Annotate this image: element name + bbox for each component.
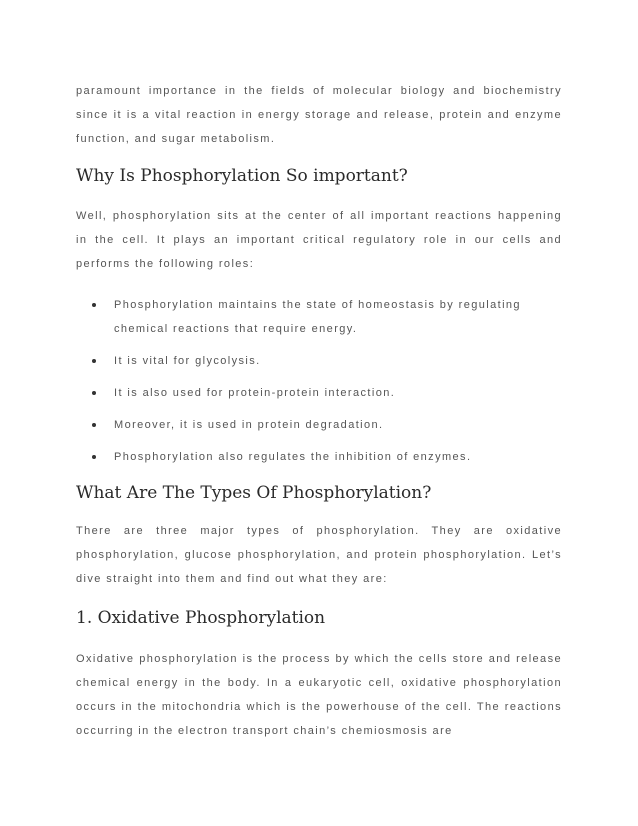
list-item bbox=[76, 381, 536, 405]
paragraph-why-important: Well, phosphorylation sits at the center of all important reactions happening in the cell. It plays an important critical regulatory role in our cells and performs the following roles: bbox=[76, 210, 562, 270]
heading-types: What Are The Types Of Phosphorylation? bbox=[76, 483, 432, 503]
list-item bbox=[76, 413, 536, 437]
list-item-text: It is also used for protein-protein interaction. bbox=[114, 387, 396, 399]
heading-oxidative: 1. Oxidative Phosphorylation bbox=[76, 608, 326, 628]
list-item-text: It is vital for glycolysis. bbox=[114, 355, 261, 367]
bullet-icon bbox=[92, 391, 96, 395]
bullet-icon bbox=[92, 455, 96, 459]
list-item-text: Moreover, it is used in protein degradation. bbox=[114, 419, 384, 431]
list-item-text: Phosphorylation maintains the state of homeostasis by regulating chemical reactions that require energy. bbox=[114, 299, 521, 335]
paragraph-oxidative: Oxidative phosphorylation is the process by which the cells store and release chemical energy in the body. In a eukaryotic cell, oxidative phosphorylation occurs in the mitochondria which is the powerhouse of the cell. The reactions occurring in the electron transport chain’s chemiosmosis are bbox=[76, 653, 562, 737]
bullet-icon bbox=[92, 359, 96, 363]
bullet-icon bbox=[92, 303, 96, 307]
list-item bbox=[76, 445, 536, 469]
intro-paragraph: paramount importance in the fields of molecular biology and biochemistry since it is a vital reaction in energy storage and release, protein and enzyme function, and sugar metabolism. bbox=[76, 85, 562, 145]
list-item bbox=[76, 349, 536, 373]
roles-bullet-list bbox=[76, 293, 536, 469]
list-item bbox=[76, 293, 536, 341]
list-item-text: Phosphorylation also regulates the inhibition of enzymes. bbox=[114, 451, 472, 463]
heading-why-important: Why Is Phosphorylation So important? bbox=[76, 166, 408, 186]
paragraph-types: There are three major types of phosphorylation. They are oxidative phosphorylation, glucose phosphorylation, and protein phosphorylation. Let’s dive straight into them and find out what they are: bbox=[76, 525, 562, 585]
bullet-icon bbox=[92, 423, 96, 427]
